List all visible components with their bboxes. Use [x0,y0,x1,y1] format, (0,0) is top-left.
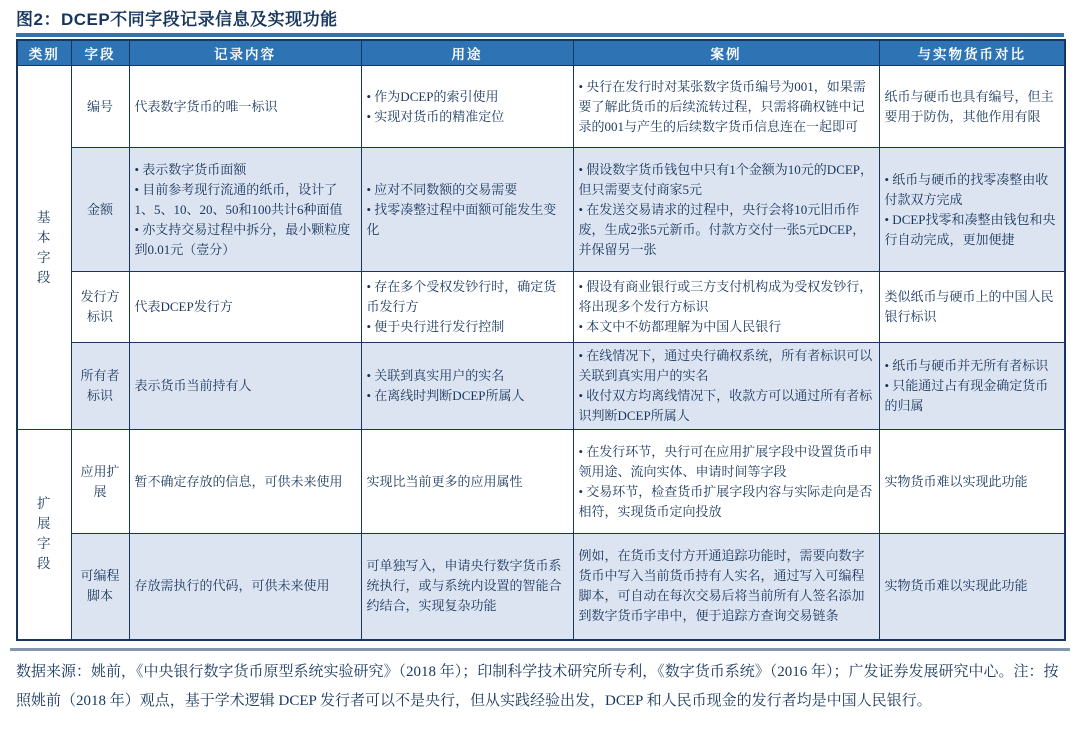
text-line: • 应对不同数额的交易需要 [366,181,518,197]
purpose-cell [361,343,573,430]
text-line: • 在发行环节，央行可在应用扩展字段中设置货币申领用途、流向实体、申请时间等字段 [578,443,873,479]
table-row [17,272,1065,343]
text-line: 例如，在货币支付方开通追踪功能时，需要向数字货币中写入当前货币持有人实名，通过写入可编程脚本，可自动在每次交易后将当前所有人签名添加到数字货币字串中，便于追踪方查询交易链条 [578,548,865,624]
source-note: 数据来源：姚前，《中央银行数字货币原型系统实验研究》（2018 年）；印制科学技术研究所专利，《数字货币系统》（2016 年）；广发证券发展研究中心。注：按照姚前（2018 年）观点，基于学术逻辑 DCEP 发行者可以不是央行，但从实践经验出发，DCEP 和人民币现金的发行者均是中国人民银行。 [16,663,1059,709]
field-cell: 可编程脚本 [71,534,129,640]
col-header-category: 类别 [17,40,71,66]
case-cell [573,430,879,534]
case-cell [573,343,879,430]
case-cell [573,534,879,640]
field-cell: 发行方标识 [71,272,129,343]
table-row [17,343,1065,430]
text-line: 实现比当前更多的应用属性 [366,473,523,489]
text-line: 类似纸币与硬币上的中国人民银行标识 [884,289,1054,324]
category-cell-basic: 基本字段 [17,66,71,430]
text-line: • 在离线时判断DCEP所属人 [366,388,525,403]
header-row [17,40,1065,66]
text-line: • 存在多个受权发钞行时，确定货币发行方 [366,279,557,314]
text-line: • 本文中不妨都理解为中国人民银行 [578,319,782,334]
text-line: • 纸币与硬币的找零凑整由收付款双方完成 [884,171,1049,207]
col-header-purpose: 用途 [361,40,573,66]
col-header-case: 案例 [573,40,879,66]
col-header-field: 字段 [71,40,129,66]
text-line: • 在发送交易请求的过程中，央行会将10元旧币作废，生成2张5元新币。付款方交付一张5元DCEP，并保留另一张 [578,201,866,257]
compare-cell [879,272,1065,343]
text-line: • 只能通过占有现金确定货币的归属 [884,378,1049,413]
col-header-compare: 与实物货币对比 [879,40,1065,66]
table-row [17,66,1065,148]
text-line: • 假设有商业银行或三方支付机构成为受权发钞行，将出现多个发行方标识 [578,279,873,314]
field-cell: 金额 [71,148,129,272]
page-title: 图2：DCEP不同字段记录信息及实现功能 [16,10,338,29]
case-cell [573,66,879,148]
compare-cell [879,343,1065,430]
text-line: • 目前参考现行流通的纸币，设计了1、5、10、20、50和100共计6种面值 [134,181,343,217]
table-row [17,148,1065,272]
purpose-cell [361,272,573,343]
table-row [17,430,1065,534]
compare-cell [879,148,1065,272]
field-cell: 所有者标识 [71,343,129,430]
text-line: 代表DCEP发行方 [134,299,233,314]
record-cell [129,272,361,343]
col-header-record: 记录内容 [129,40,361,66]
text-line: • 亦支持交易过程中拆分，最小颗粒度到0.01元（壹分） [134,221,351,257]
text-line: • 找零凑整过程中面额可能发生变化 [366,201,557,237]
field-cell: 应用扩展 [71,430,129,534]
text-line: 存放需执行的代码，可供未来使用 [134,578,330,594]
purpose-cell [361,430,573,534]
text-line: 纸币与硬币也具有编号，但主要用于防伪，其他作用有限 [884,88,1054,124]
text-line: 实物货币难以实现此功能 [884,473,1028,489]
text-line: • 表示数字货币面额 [134,161,247,177]
table-bottom-divider [10,648,1070,651]
text-line: 可单独写入，申请央行数字货币系统执行，或与系统内设置的智能合约结合，实现复杂功能 [366,558,562,614]
compare-cell [879,534,1065,640]
text-line: 代表数字货币的唯一标识 [134,98,278,114]
record-cell [129,430,361,534]
record-cell [129,343,361,430]
text-line: 实物货币难以实现此功能 [884,578,1028,594]
text-line: • 假设数字货币钱包中只有1个金额为10元的DCEP，但只需要支付商家5元 [578,161,874,197]
field-cell: 编号 [71,66,129,148]
text-line: • 纸币与硬币并无所有者标识 [884,358,1049,373]
case-cell [573,272,879,343]
text-line: • 便于央行进行发行控制 [366,319,505,334]
text-line: • 收付双方均离线情况下，收款方可以通过所有者标识判断DCEP所属人 [578,388,873,423]
compare-cell [879,66,1065,148]
case-cell [573,148,879,272]
text-line: • 实现对货币的精准定位 [366,108,505,124]
record-cell [129,534,361,640]
text-line: • 央行在发行时对某张数字货币编号为001，如果需要了解此货币的后续流转过程，只需将确权链中记录的001与产生的后续数字货币信息连在一起即可 [578,78,866,134]
table-row [17,534,1065,640]
text-line: • 在线情况下，通过央行确权系统，所有者标识可以关联到真实用户的实名 [578,348,873,383]
category-cell-extended: 扩展字段 [17,430,71,640]
text-line: • 交易环节，检查货币扩展字段内容与实际走向是否相符，实现货币定向投放 [578,483,873,519]
title-divider [16,33,1064,37]
text-line: • DCEP找零和凑整由钱包和央行自动完成，更加便捷 [884,211,1056,247]
text-line: • 作为DCEP的索引使用 [366,88,499,104]
dcep-fields-table [16,39,1066,641]
text-line: 暂不确定存放的信息，可供未来使用 [134,473,343,489]
purpose-cell [361,148,573,272]
text-line: 表示货币当前持有人 [134,378,252,393]
record-cell [129,66,361,148]
text-line: • 关联到真实用户的实名 [366,368,505,383]
purpose-cell [361,66,573,148]
purpose-cell [361,534,573,640]
compare-cell [879,430,1065,534]
record-cell [129,148,361,272]
